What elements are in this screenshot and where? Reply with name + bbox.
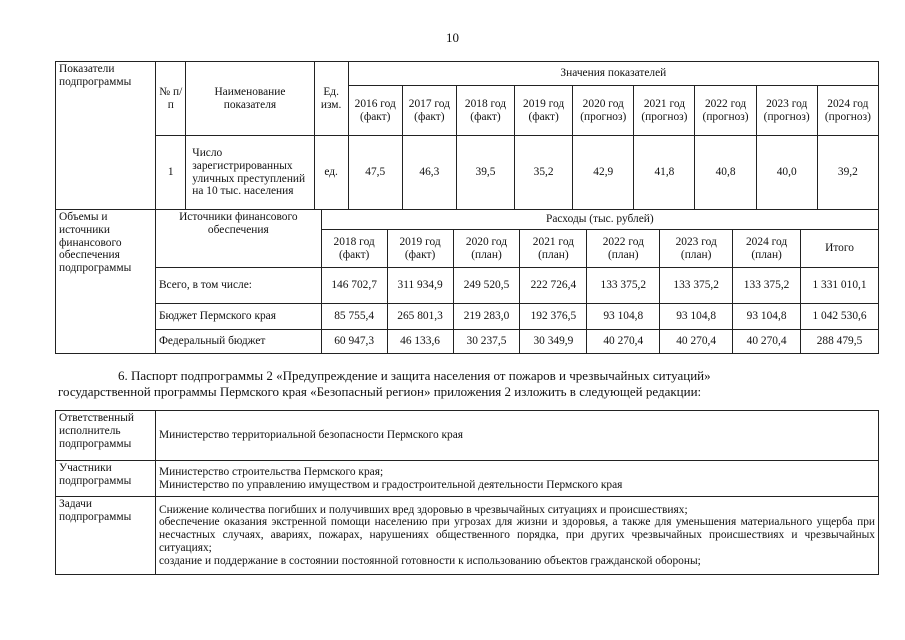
fin-year-header: 2022 год (план)	[587, 230, 660, 268]
indicator-value: 39,5	[456, 136, 514, 210]
fin-year-header: 2020 год (план)	[453, 230, 520, 268]
indicator-value: 46,3	[402, 136, 456, 210]
fin-year-header: 2021 год (план)	[520, 230, 587, 268]
indicator-value: 41,8	[634, 136, 695, 210]
year-header: 2018 год (факт)	[456, 86, 514, 136]
indicators-table	[55, 61, 879, 210]
fin-cell: 40 270,4	[587, 330, 660, 354]
passport-line: Министерство строительства Пермского края;	[158, 465, 384, 478]
fin-cell: 133 375,2	[733, 268, 801, 304]
fin-cell: 30 237,5	[453, 330, 520, 354]
fin-cell: 93 104,8	[660, 304, 733, 330]
passport-value	[155, 461, 878, 497]
indicators-label: Показатели подпрограммы	[56, 62, 156, 210]
fin-cell: 60 947,3	[321, 330, 387, 354]
year-header: 2019 год (факт)	[515, 86, 573, 136]
sources-header: Источники финансового обеспечения	[155, 210, 321, 268]
fin-row-label: Федеральный бюджет	[155, 330, 321, 354]
col-name-header: Наименование показателя	[186, 62, 314, 136]
fin-cell: 133 375,2	[660, 268, 733, 304]
fin-cell: 40 270,4	[660, 330, 733, 354]
fin-cell: 1 331 010,1	[801, 268, 879, 304]
year-header: 2020 год (прогноз)	[573, 86, 634, 136]
row-number: 1	[156, 136, 186, 210]
fin-cell: 46 133,6	[387, 330, 453, 354]
page-number: 10	[446, 30, 459, 45]
indicator-unit: ед.	[314, 136, 348, 210]
fin-cell: 93 104,8	[587, 304, 660, 330]
year-header: 2022 год (прогноз)	[695, 86, 756, 136]
passport-value: Министерство территориальной безопасности Пермского края	[155, 411, 878, 461]
year-header: 2023 год (прогноз)	[756, 86, 817, 136]
indicator-value: 47,5	[348, 136, 402, 210]
fin-cell: 288 479,5	[801, 330, 879, 354]
expenses-header: Расходы (тыс. рублей)	[321, 210, 878, 230]
col-number-header: № п/п	[156, 62, 186, 136]
fin-cell: 93 104,8	[733, 304, 801, 330]
year-header: 2017 год (факт)	[402, 86, 456, 136]
passport-label: Участники подпрограммы	[56, 461, 156, 497]
year-header: 2024 год (прогноз)	[817, 86, 878, 136]
fin-year-header: 2024 год (план)	[733, 230, 801, 268]
passport-label: Задачи подпрограммы	[56, 497, 156, 575]
indicator-value: 40,0	[756, 136, 817, 210]
fin-cell: 1 042 530,6	[801, 304, 879, 330]
indicator-value: 40,8	[695, 136, 756, 210]
year-header: 2021 год (прогноз)	[634, 86, 695, 136]
fin-cell: 30 349,9	[520, 330, 587, 354]
section-caption	[58, 368, 878, 399]
fin-cell: 146 702,7	[321, 268, 387, 304]
col-unit-header: Ед. изм.	[314, 62, 348, 136]
passport-label: Ответственный исполнитель подпрограммы	[56, 411, 156, 461]
fin-year-header: 2018 год (факт)	[321, 230, 387, 268]
fin-cell: 311 934,9	[387, 268, 453, 304]
passport-value	[155, 497, 878, 575]
fin-row-label: Всего, в том числе:	[155, 268, 321, 304]
passport-line: создание и поддержание в состоянии постоянной готовности к использованию объектов гражданской обороны;	[158, 554, 701, 567]
fin-total-header: Итого	[801, 230, 879, 268]
finance-table	[55, 209, 879, 354]
indicator-value: 35,2	[515, 136, 573, 210]
values-header: Значения показателей	[348, 62, 878, 86]
fin-year-header: 2019 год (факт)	[387, 230, 453, 268]
fin-cell: 85 755,4	[321, 304, 387, 330]
finance-label: Объемы и источники финансового обеспечения подпрограммы	[56, 210, 156, 354]
indicator-value: 42,9	[573, 136, 634, 210]
indicator-name: Число зарегистрированных уличных преступлений на 10 тыс. населения	[186, 136, 314, 210]
fin-cell: 192 376,5	[520, 304, 587, 330]
fin-cell: 265 801,3	[387, 304, 453, 330]
fin-cell: 219 283,0	[453, 304, 520, 330]
fin-cell: 133 375,2	[587, 268, 660, 304]
caption-line: 6. Паспорт подпрограммы 2 «Предупреждение и защита населения от пожаров и чрезвычайных ситуаций»	[118, 368, 711, 383]
fin-year-header: 2023 год (план)	[660, 230, 733, 268]
indicator-value: 39,2	[817, 136, 878, 210]
fin-cell: 222 726,4	[520, 268, 587, 304]
fin-cell: 249 520,5	[453, 268, 520, 304]
fin-cell: 40 270,4	[733, 330, 801, 354]
passport-table	[55, 410, 879, 575]
passport-line: обеспечение оказания экстренной помощи населению при угрозах для жизни и здоровья, а также для уменьшения материального ущерба при несчастных случаях, авариях, пожарах, нарушениях общественного порядка, при других чрезвычайных происшествиях и чрезвычайных ситуациях;	[158, 516, 875, 554]
year-header: 2016 год (факт)	[348, 86, 402, 136]
caption-line: государственной программы Пермского края «Безопасный регион» приложения 2 изложить в следующей редакции:	[58, 383, 702, 399]
passport-line: Снижение количества погибших и получивших вред здоровью в чрезвычайных ситуациях и происшествиях;	[158, 503, 688, 516]
passport-line: Министерство по управлению имуществом и градостроительной деятельности Пермского края	[158, 478, 623, 491]
fin-row-label: Бюджет Пермского края	[155, 304, 321, 330]
